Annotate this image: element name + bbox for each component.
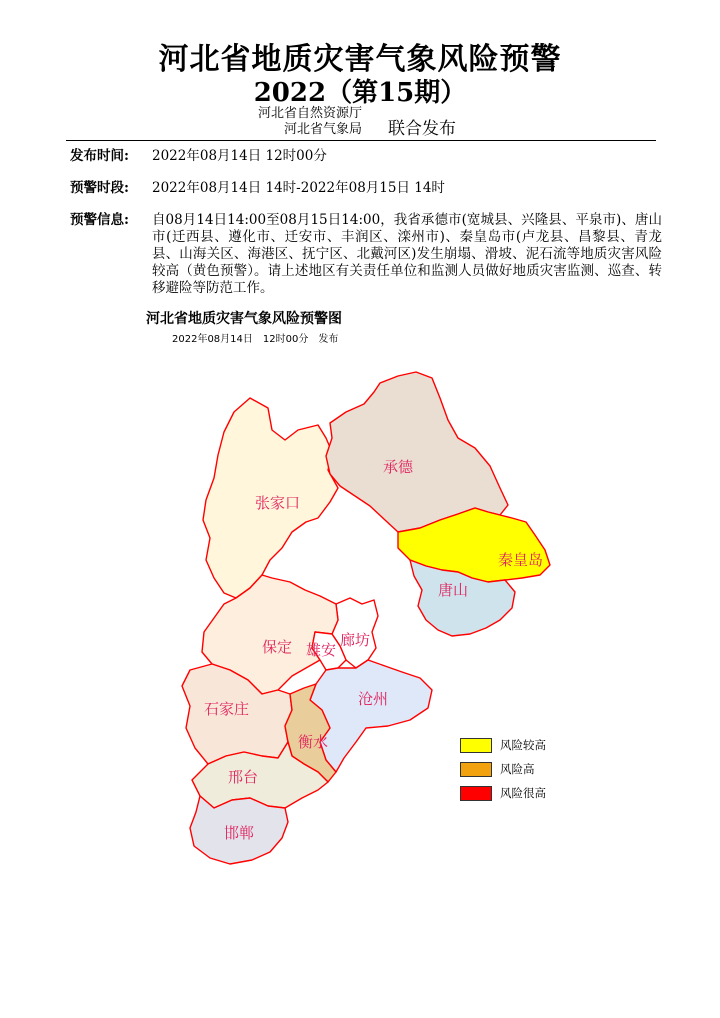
- page-title: 河北省地质灾害气象风险预警: [158, 42, 562, 77]
- city-label-hengshui: 衡水: [298, 733, 329, 751]
- city-label-tangshan: 唐山: [438, 581, 469, 599]
- legend-swatch-higher: [460, 738, 492, 753]
- legend-swatch-very-high: [460, 786, 492, 801]
- joint-release: 联合发布: [388, 119, 456, 139]
- release-time-value: 2022年08月14日 12时00分: [152, 148, 327, 164]
- city-label-baoding: 保定: [262, 638, 293, 656]
- issuer-1: 河北省自然资源厅: [258, 106, 363, 121]
- legend-swatch-high: [460, 762, 492, 777]
- legend-label-high: 风险高: [500, 762, 535, 776]
- legend-label-very-high: 风险很高: [500, 786, 546, 800]
- legend-label-higher: 风险较高: [500, 738, 546, 752]
- warning-info-label: 预警信息:: [70, 212, 129, 228]
- city-label-xingtai: 邢台: [228, 768, 259, 786]
- warning-period-label: 预警时段:: [70, 180, 129, 196]
- city-label-xiongan: 雄安: [306, 641, 337, 659]
- issuer-2: 河北省气象局: [284, 122, 363, 137]
- city-label-shijiazhuang: 石家庄: [204, 700, 250, 718]
- city-label-chengde: 承德: [383, 458, 414, 476]
- issue-number: 2022（第15期）: [253, 78, 467, 108]
- map-subtitle: 2022年08月14日 12时00分 发布: [172, 334, 339, 345]
- city-label-langfang: 廊坊: [340, 631, 371, 649]
- city-label-qinhuangdao: 秦皇岛: [498, 551, 544, 569]
- city-label-zhangjiakou: 张家口: [255, 494, 301, 512]
- city-label-cangzhou: 沧州: [358, 690, 389, 708]
- region-cangzhou: [310, 660, 432, 772]
- warning-period-value: 2022年08月14日 14时-2022年08月15日 14时: [152, 180, 445, 196]
- region-chengde: [326, 372, 508, 532]
- release-time-label: 发布时间:: [70, 148, 129, 164]
- map-title: 河北省地质灾害气象风险预警图: [146, 311, 342, 327]
- city-label-handan: 邯郸: [224, 824, 255, 842]
- warning-info-text: 自08月14日14:00至08月15日14:00，我省承德市(宽城县、兴隆县、平泉市)、唐山市(迁西县、遵化市、迁安市、丰润区、滦州市)、秦皇岛市(卢龙县、昌黎县、青龙县、山海关区、海港区、抚宁区、北戴河区)发生崩塌、滑坡、泥石流等地质灾害风险较高（黄色预警）。请上述地区有关责任单位和监测人员做好地质灾害监测、巡查、转移避险等防范工作。: [152, 212, 662, 296]
